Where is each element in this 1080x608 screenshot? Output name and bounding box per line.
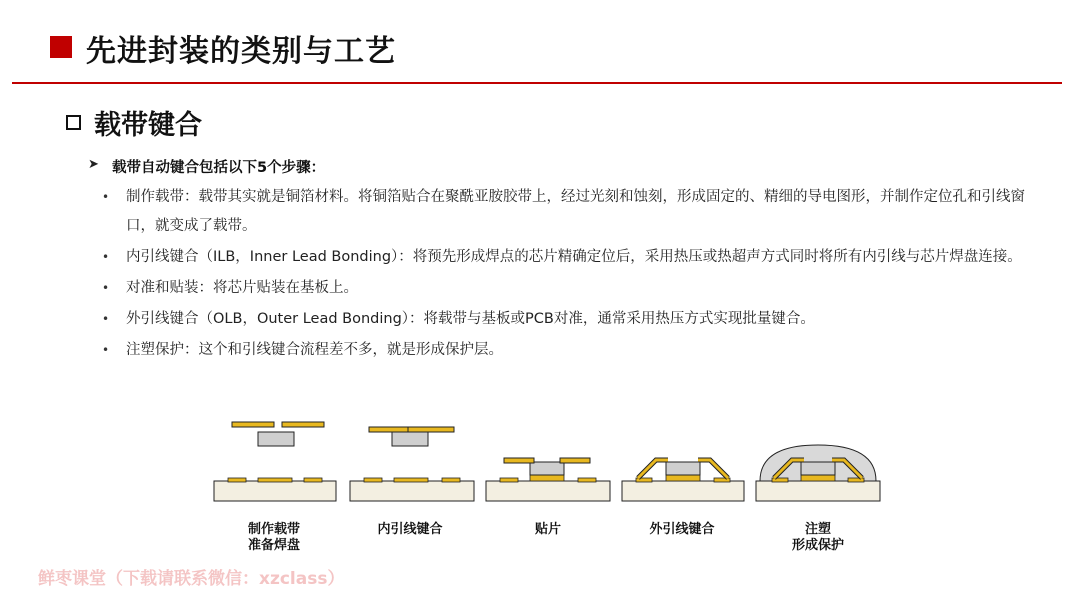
tape-lead-right	[560, 458, 590, 463]
substrate-pad	[636, 478, 652, 482]
step-label-ilb: 内引线键合	[377, 522, 443, 537]
step-label-attach: 贴片	[534, 522, 561, 537]
step-text: 对准和贴装：将芯片贴装在基板上。	[126, 280, 358, 296]
step-1-illustration	[214, 422, 336, 501]
arrow-bullet-icon: ➤	[88, 157, 99, 172]
substrate-pad	[666, 475, 700, 481]
chip	[392, 432, 428, 446]
step-text: 制作载带：载带其实就是铜箔材料。将铜箔贴合在聚酰亚胺胶带上，经过光刻和蚀刻，形成固定的、精细的导电图形，并制作定位孔和引线窗口，就变成了载带。	[126, 189, 1025, 234]
substrate-pad	[530, 475, 564, 481]
substrate-pad	[801, 475, 835, 481]
step-text: 注塑保护：这个和引线键合流程差不多，就是形成保护层。	[126, 342, 503, 358]
steps-lead-text: 载带自动键合包括以下5个步骤：	[112, 160, 326, 176]
bullet-dot-icon: •	[102, 343, 110, 357]
substrate-pad	[578, 478, 596, 482]
substrate	[350, 481, 474, 501]
substrate	[214, 481, 336, 501]
substrate-pad	[848, 478, 864, 482]
substrate-pad	[772, 478, 788, 482]
substrate-pad	[228, 478, 246, 482]
step-label-mold: 注塑 形成保护	[791, 522, 844, 553]
tape-lead-right	[408, 427, 454, 432]
bullet-dot-icon: •	[102, 281, 110, 295]
outer-lead-right	[698, 460, 728, 478]
substrate-pad	[394, 478, 428, 482]
substrate-pad	[258, 478, 292, 482]
chip	[530, 462, 564, 475]
tape-lead-left	[369, 427, 413, 432]
chip	[666, 462, 700, 475]
tape-lead-left	[504, 458, 534, 463]
outer-lead-left	[638, 460, 668, 478]
chip	[801, 462, 835, 475]
bullet-dot-icon: •	[102, 190, 110, 204]
tape-lead-right	[282, 422, 324, 427]
step-5-illustration	[756, 445, 880, 501]
watermark: 鲜枣课堂（下载请联系微信：xzclass）	[38, 569, 345, 589]
substrate	[486, 481, 610, 501]
page-title: 先进封装的类别与工艺	[86, 34, 396, 69]
step-3-illustration	[486, 458, 610, 501]
step-label-prepare: 制作载带 准备焊盘	[247, 522, 300, 553]
substrate	[622, 481, 744, 501]
bullet-dot-icon: •	[102, 250, 110, 264]
section-title: 载带键合	[94, 110, 202, 141]
substrate-pad	[364, 478, 382, 482]
step-2-illustration	[350, 427, 474, 501]
chip	[258, 432, 294, 446]
step-label-olb: 外引线键合	[649, 522, 715, 537]
substrate-pad	[442, 478, 460, 482]
substrate-pad	[304, 478, 322, 482]
substrate-pad	[714, 478, 730, 482]
step-4-illustration	[622, 460, 744, 501]
tape-lead-left	[232, 422, 274, 427]
step-text: 内引线键合（ILB，Inner Lead Bonding）：将预先形成焊点的芯片精确定位后，采用热压或热超声方式同时将所有内引线与芯片焊盘连接。	[126, 249, 1022, 265]
bullet-dot-icon: •	[102, 312, 110, 326]
substrate-pad	[500, 478, 518, 482]
substrate	[756, 481, 880, 501]
step-text: 外引线键合（OLB，Outer Lead Bonding）：将载带与基板或PCB对准，通常采用热压方式实现批量键合。	[126, 311, 815, 327]
